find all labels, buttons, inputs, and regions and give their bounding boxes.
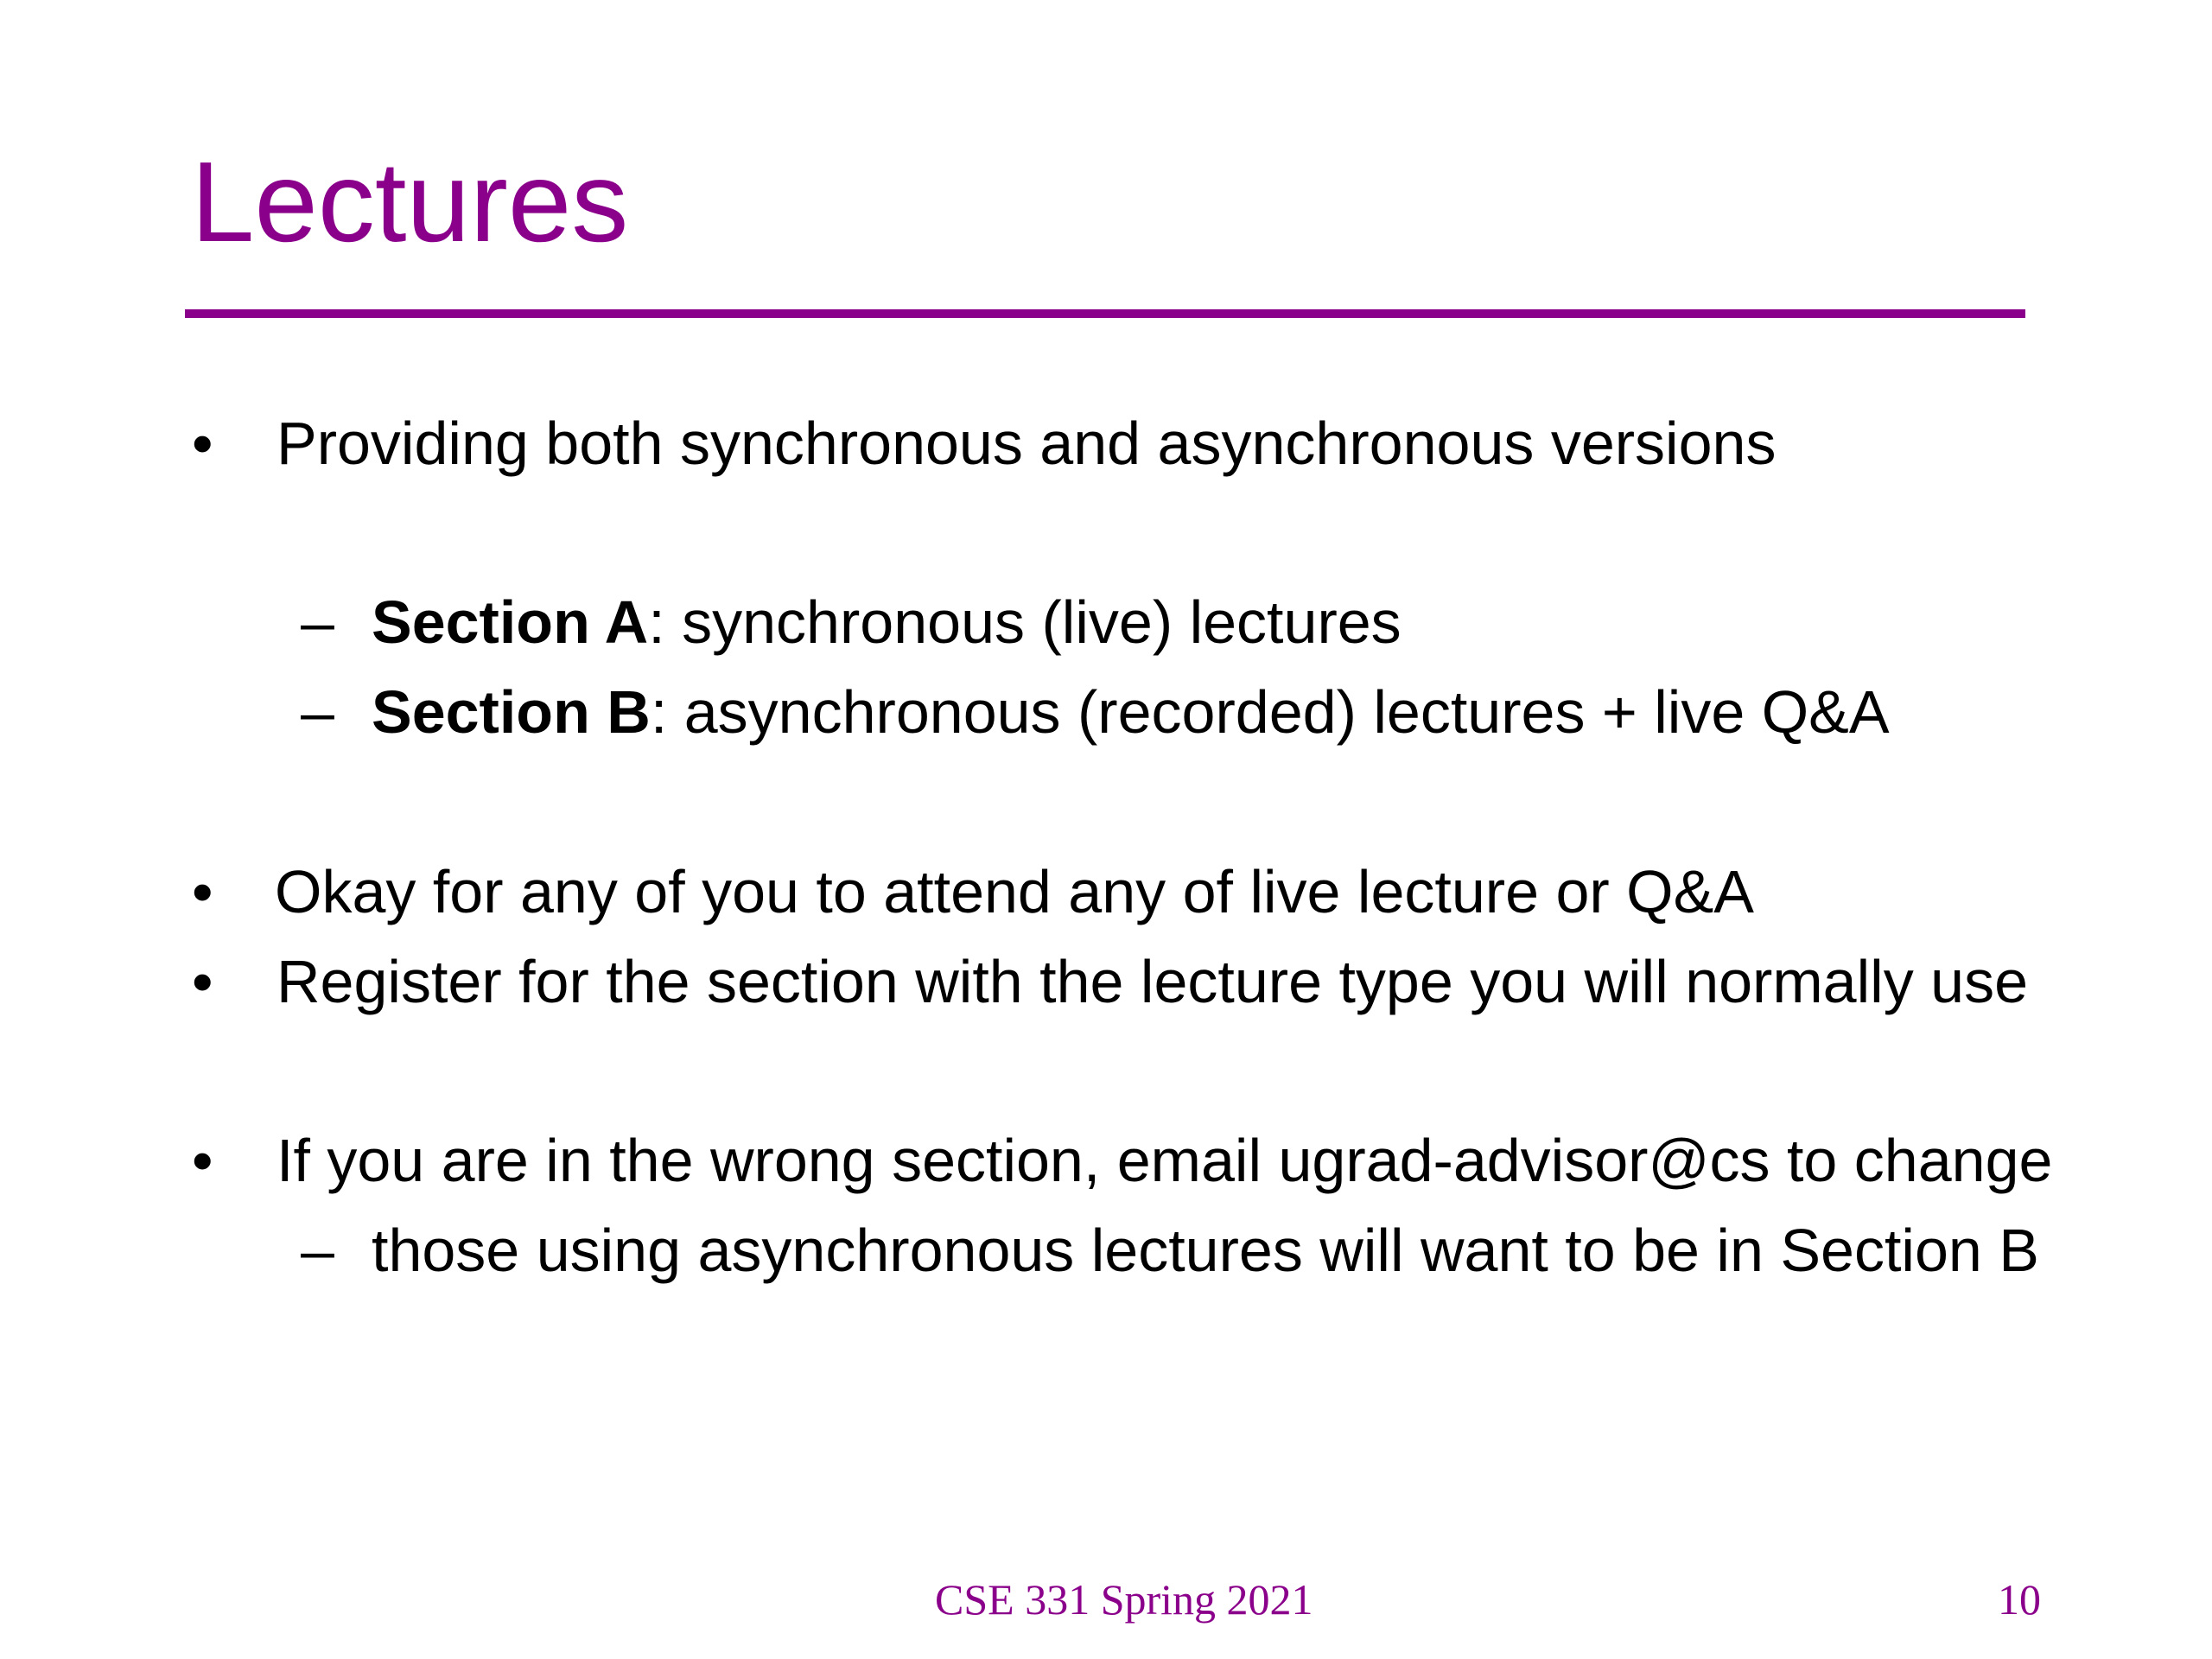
sub-bullet-section-b (372, 678, 1890, 746)
section-b-text: : asynchronous (recorded) lectures + live Q&A (650, 678, 1890, 746)
bullet-marker: • (192, 410, 213, 477)
bullet-text: Register for the section with the lecture type you will normally use (276, 948, 2029, 1015)
bullet-marker: • (192, 1127, 213, 1194)
section-a-text: : synchronous (live) lectures (648, 588, 1402, 656)
sub-bullet-marker: – (301, 678, 334, 746)
footer-course: CSE 331 Spring 2021 (935, 1575, 1313, 1624)
section-b-label: Section B (372, 678, 651, 746)
page-number: 10 (1998, 1575, 2041, 1624)
bullet-text: Providing both synchronous and asynchronous versions (276, 410, 1777, 477)
bullet-text: Okay for any of you to attend any of live lecture or Q&A (275, 858, 1754, 925)
sub-bullet-marker: – (301, 1217, 334, 1284)
sub-bullet-section-a (372, 588, 1402, 656)
sub-bullet-marker: – (301, 588, 334, 656)
title-underline (185, 309, 2025, 318)
section-a-label: Section A (372, 588, 649, 656)
slide-title: Lectures (191, 138, 629, 265)
bullet-text: If you are in the wrong section, email ugrad-advisor@cs to change (276, 1127, 2053, 1194)
sub-bullet-text: those using asynchronous lectures will want to be in Section B (372, 1217, 2039, 1284)
bullet-marker: • (192, 858, 213, 925)
bullet-marker: • (192, 948, 213, 1015)
